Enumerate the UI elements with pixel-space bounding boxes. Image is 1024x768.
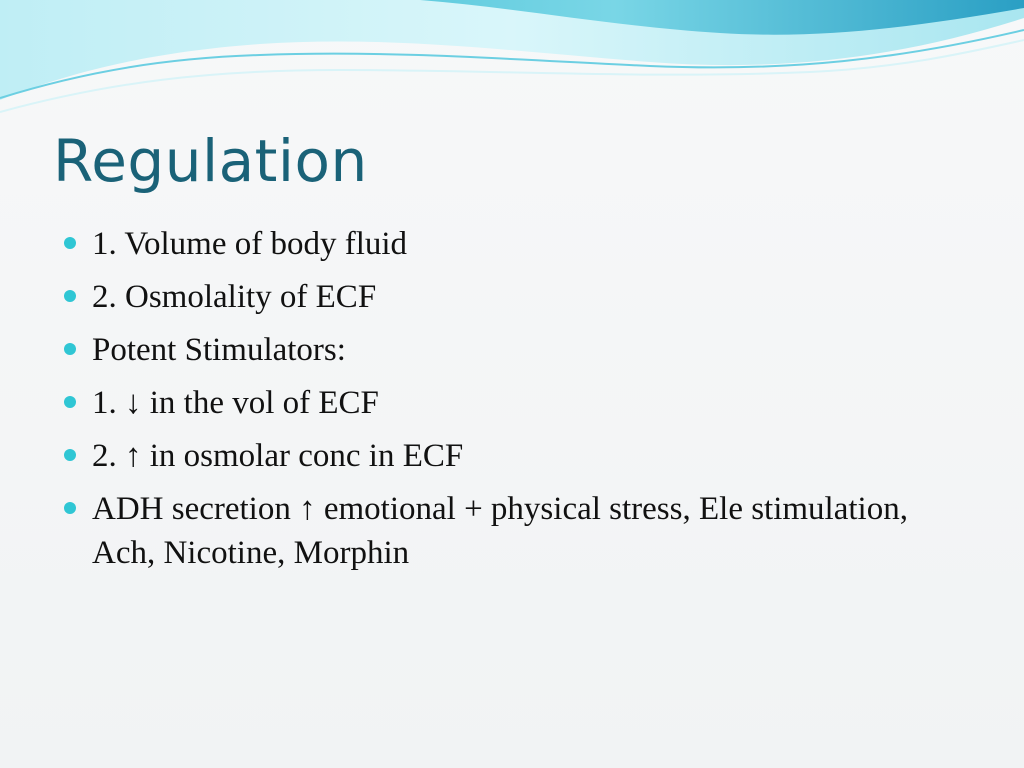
bullet-point-icon bbox=[64, 290, 76, 302]
bullet-point-icon bbox=[64, 502, 76, 514]
bullet-text: 1. Volume of body fluid bbox=[92, 226, 408, 262]
bullet-text: 2. ↑ in osmolar conc in ECF bbox=[92, 438, 464, 474]
bullet-text: Potent Stimulators: bbox=[92, 332, 346, 368]
bullet-item bbox=[62, 328, 962, 372]
bullet-point-icon bbox=[64, 396, 76, 408]
bullet-list bbox=[62, 222, 962, 584]
bullet-item bbox=[62, 222, 962, 266]
bullet-item bbox=[62, 487, 962, 575]
bullet-point-icon bbox=[64, 343, 76, 355]
bullet-point-icon bbox=[64, 449, 76, 461]
bullet-point-icon bbox=[64, 237, 76, 249]
bullet-text: 1. ↓ in the vol of ECF bbox=[92, 385, 379, 421]
bullet-text: ADH secretion ↑ emotional + physical stress, Ele stimulation, Ach, Nicotine, Morphin bbox=[92, 491, 908, 571]
slide-title: Regulation bbox=[53, 127, 368, 195]
bullet-item bbox=[62, 381, 962, 425]
bullet-text: 2. Osmolality of ECF bbox=[92, 279, 377, 315]
header-wave-decoration bbox=[0, 0, 1024, 120]
bullet-item bbox=[62, 275, 962, 319]
bullet-item bbox=[62, 434, 962, 478]
